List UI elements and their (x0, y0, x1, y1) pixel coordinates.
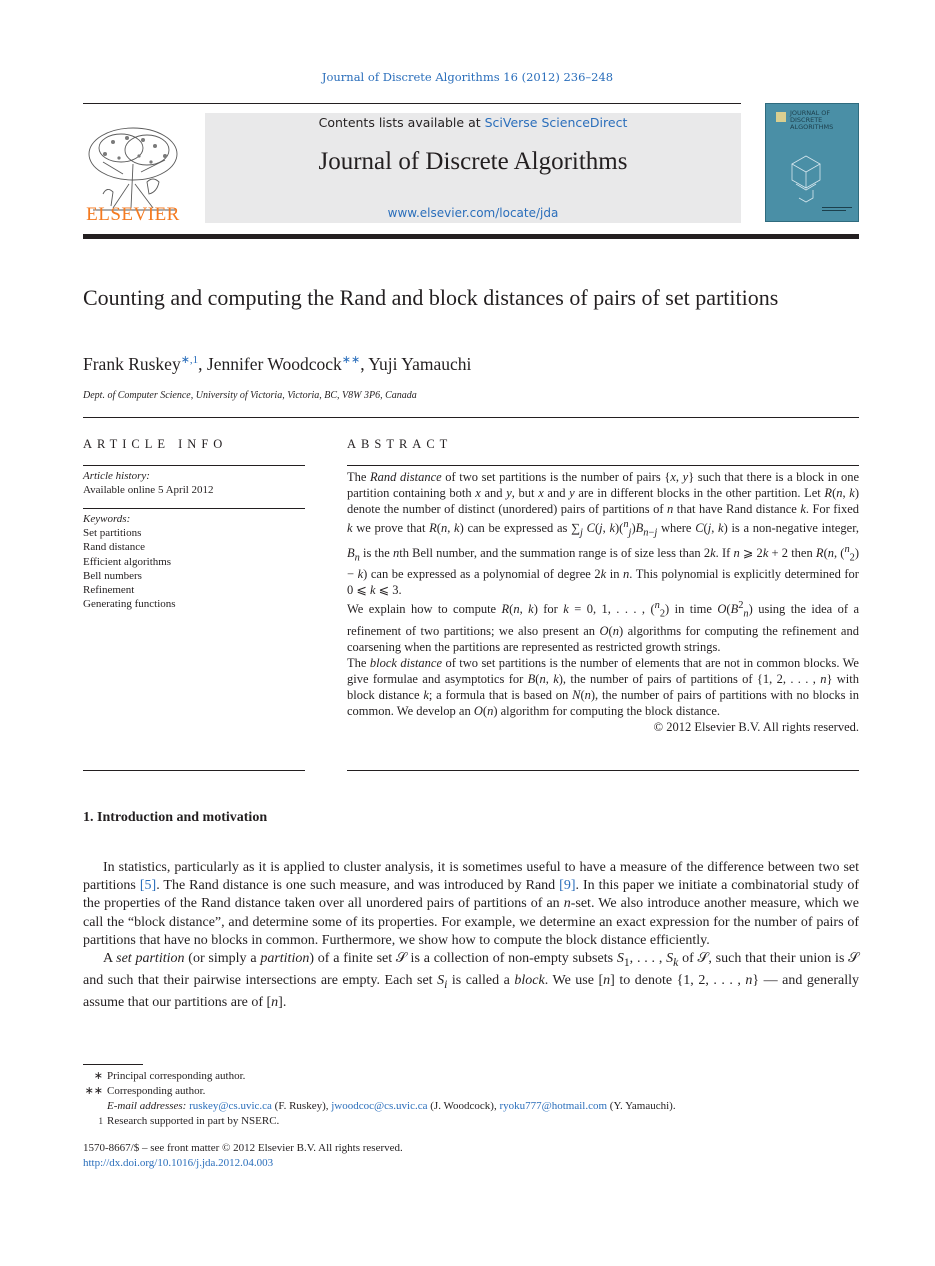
footnote-principal (83, 1069, 245, 1084)
contents-prefix: Contents lists available at (318, 115, 485, 130)
keyword-item: Refinement (83, 584, 135, 597)
keywords-list (83, 526, 176, 612)
cover-title: JOURNAL OF DISCRETE ALGORITHMS (790, 109, 834, 131)
body-paragraph-1: In statistics, particularly as it is applied to cluster analysis, it is sometimes useful to have a measure of the difference between two set partitions [5]. The Rand distance is one such measure, and was introduced by Rand [9]. In this paper we initiate a combinatorial study of the properties of the Rand distance taken over all unordered pairs of partitions of an n-set. We also introduce another measure, which we call the “block distance”, and determine some of its properties. For example, we determine an exact expression for the number of pairs of partitions that have no blocks in common. Furthermore, we show how to compute the block distance efficiently. (83, 860, 859, 948)
abstract-heading: ABSTRACT (347, 437, 453, 451)
header-top-rule (83, 103, 741, 104)
keyword-item: Set partitions (83, 527, 142, 539)
journal-name: Journal of Discrete Algorithms (318, 148, 628, 175)
author-footnote-mark[interactable]: ∗∗ (341, 354, 361, 366)
footnote-emails (83, 1099, 676, 1114)
email-link[interactable]: ruskey@cs.uvic.ca (189, 1100, 272, 1112)
journal-url-link[interactable]: www.elsevier.com/locate/jda (387, 206, 559, 220)
info-rule (83, 770, 305, 771)
footnote-rule (83, 1064, 143, 1065)
footnote-mark: ∗∗ (84, 1085, 103, 1097)
email-link[interactable]: jwoodcoc@cs.uvic.ca (331, 1100, 428, 1112)
footnote-text: Corresponding author. (107, 1085, 206, 1097)
email-owner: (J. Woodcock), (427, 1100, 500, 1112)
article-info-heading: ARTICLE INFO (83, 437, 228, 451)
citation-link[interactable]: [5] (139, 878, 157, 894)
email-owner: (Y. Yamauchi). (607, 1100, 676, 1112)
history-value: Available online 5 April 2012 (83, 484, 214, 496)
abstract-paragraph-2: We explain how to compute R(n, k) for k = 0, 1, . . . , ($^n_2$) in time $O(B^2_n)$ using the idea of a refinement of two partitions; we also present an O(n) algorithms for computing the refinement and coarsening when the partitions are represented as restricted growth strings. (347, 600, 859, 654)
abstract-copyright: © 2012 Elsevier B.V. All rights reserved. (653, 719, 859, 734)
article-title: Counting and computing the Rand and block distances of pairs of set partitions (83, 285, 779, 310)
footnote-support (83, 1114, 279, 1129)
footnote-corresponding (83, 1084, 205, 1099)
citation-link[interactable]: [9] (559, 878, 576, 894)
header-thick-rule (83, 234, 859, 239)
email-label: E-mail addresses: (107, 1100, 187, 1112)
section-heading: 1. Introduction and motivation (83, 810, 268, 825)
keyword-item: Bell numbers (83, 569, 142, 582)
abstract-rule (347, 465, 859, 466)
abstract-rule (347, 770, 859, 771)
author-list: Frank Ruskey$^{∗,1}$, Jennifer Woodcock∗∗, Yuji Yamauchi (83, 353, 472, 374)
doi-link[interactable]: http://dx.doi.org/10.1016/j.jda.2012.04.003 (83, 1157, 274, 1169)
footnote-mark: ∗ (93, 1070, 103, 1082)
email-link[interactable]: ryoku777@hotmail.com (499, 1100, 608, 1112)
abstract-paragraph-1: The Rand distance of two set partitions is the number of pairs {x, y} such that there is a block in one partition containing both x and y, but x and y are in different blocks in the other partition. Let R(n, k) denote the number of distinct (unordered) pairs of partitions of n that have Rand distance k. For fixed k we prove that R(n, k) can be expressed as $\sum_j$ C(j, $k)(^n_j)B_{n-j}$ where C(j, k) is a non-negative integer, $B_n$ is the nth Bell number, and the summation range is of size less than 2k. If n ⩾ 2k + 2 then R(n, ($^n_2$) − k) can be expressed as a polynomial of degree 2k in n. This polynomial is explicitly determined for 0 ⩽ k ⩽ 3. (347, 470, 860, 598)
contents-line (205, 115, 741, 130)
sciencedirect-link[interactable]: SciVerse ScienceDirect (484, 115, 628, 130)
body-text (83, 859, 859, 1012)
footnote-text: Principal corresponding author. (107, 1070, 246, 1082)
abstract-body (347, 469, 859, 735)
info-rule (83, 508, 305, 509)
journal-citation[interactable]: Journal of Discrete Algorithms 16 (2012) 236–248 (321, 70, 614, 84)
footnote-mark: 1 (98, 1116, 103, 1126)
keyword-item: Rand distance (83, 541, 146, 554)
affiliation: Dept. of Computer Science, University of Victoria, Victoria, BC, V8W 3P6, Canada (83, 390, 417, 401)
keyword-item: Generating functions (83, 598, 176, 611)
info-rule (83, 465, 305, 466)
history-label: Article history: (83, 470, 150, 482)
keyword-item: Efficient algorithms (83, 555, 172, 568)
author-footnote-mark[interactable]: ∗,1 (180, 354, 199, 366)
elsevier-wordmark[interactable]: ELSEVIER (86, 204, 180, 225)
keywords-label: Keywords: (83, 513, 131, 525)
body-paragraph-2: A set partition (or simply a partition) of a finite set 𝒮 is a collection of non-empty subsets $S_1$, . . . , $S_k$ of 𝒮, such that their union is 𝒮 and such that their pairwise intersections are empty. Each set $S_i$ is called a block. We use [n] to denote {1, 2, . . . , n} — and generally assume that our partitions are of [n]. (83, 951, 860, 1011)
author-name: Frank Ruskey (83, 353, 181, 374)
author-name: Yuji Yamauchi (368, 353, 472, 374)
affiliation-rule (83, 417, 859, 418)
author-name: Jennifer Woodcock (206, 353, 342, 374)
front-matter-line: 1570-8667/$ – see front matter © 2012 Elsevier B.V. All rights reserved. (83, 1142, 403, 1154)
footnote-text: Research supported in part by NSERC. (107, 1115, 280, 1127)
abstract-paragraph-3: The block distance of two set partitions is the number of elements that are not in common blocks. We give formulae and asymptotics for B(n, k), the number of pairs of partitions of {1, 2, . . . , n} with block distance k; a formula that is based on N(n), the number of pairs of partitions with no blocks in common. We develop an O(n) algorithm for computing the block distance. (347, 655, 859, 718)
email-owner: (F. Ruskey), (271, 1100, 332, 1112)
